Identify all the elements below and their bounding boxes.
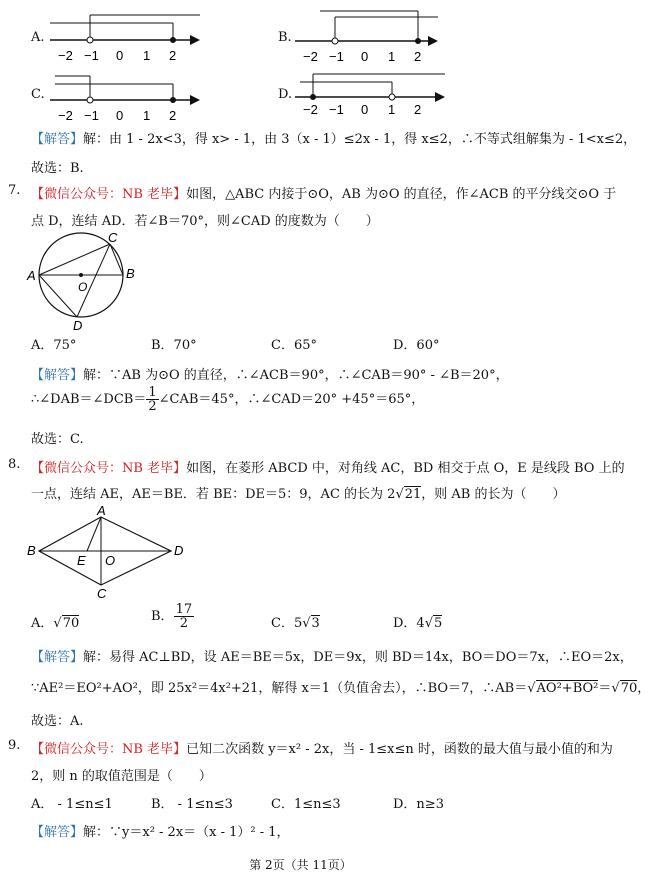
- sqrt-symbol: √: [302, 616, 311, 631]
- tick-label: −2: [58, 48, 73, 63]
- point-b-label: B: [126, 266, 135, 281]
- tick-label: 2: [414, 49, 422, 64]
- q8-option-c-prefix: C．5: [271, 616, 303, 631]
- equals-sign: ＝: [598, 681, 612, 696]
- q8-solution-line2: [31, 677, 650, 696]
- sqrt-symbol: √: [424, 616, 433, 631]
- sqrt-symbol: √: [53, 616, 62, 631]
- q9-option-c: C．1≤n≤3: [271, 797, 341, 812]
- q7-stem-line1: [31, 183, 616, 202]
- sqrt-symbol: √: [395, 487, 404, 502]
- q9-solution-line1: [31, 821, 290, 840]
- q9-tag: 【微信公众号：NB 老毕】: [31, 742, 187, 757]
- q6-option-c-label: C.: [31, 87, 45, 102]
- q8-option-d: [393, 612, 442, 631]
- point-e-label: E: [77, 553, 86, 568]
- q9-stem-line2: 2，则 n 的取值范围是（ ）: [31, 769, 212, 784]
- q8-number: 8.: [8, 457, 21, 472]
- answer-tag: 【解答】: [31, 825, 84, 840]
- q9-stem-line1: [31, 738, 613, 757]
- sqrt-symbol: √: [527, 681, 536, 696]
- q7-stem-line2: 点 D，连结 AD．若∠B＝70°，则∠CAD 的度数为（ ）: [31, 214, 379, 229]
- q6-option-b-label: B.: [278, 30, 292, 45]
- q7-option-a: A．75°: [31, 338, 77, 353]
- tick-label: 0: [361, 102, 369, 117]
- q7-number: 7.: [8, 183, 21, 198]
- q7-solution-post: ∠CAB＝45°，∴∠CAD＝20° +45°＝65°，: [158, 392, 425, 407]
- q6-number-line-a: [50, 5, 230, 65]
- tick-label: 0: [116, 108, 124, 123]
- point-a-label: A: [27, 268, 36, 283]
- fraction-numerator: 1: [148, 385, 157, 400]
- q8-option-a: [31, 612, 79, 631]
- q6-solution-text: 解：由 1 - 2x<3，得 x> - 1，由 3（x - 1）≤2x - 1，得 x≤2，∴不等式组解集为 - 1<x≤2，: [83, 132, 637, 147]
- q8-stem-line1: [31, 457, 625, 476]
- radicand: 21: [404, 487, 422, 502]
- fraction: [174, 603, 195, 630]
- q7-solution-text1: 解：∵AB 为⊙O 的直径，∴∠ACB＝90°，∴∠CAB＝90° - ∠B＝20°，: [83, 368, 509, 383]
- q8-conclusion: 故选：A.: [31, 714, 84, 729]
- q6-option-a-label: A.: [31, 30, 45, 45]
- point-o-label: O: [105, 553, 116, 568]
- q8-tag: 【微信公众号：NB 老毕】: [31, 461, 187, 476]
- tick-label: −1: [84, 48, 99, 63]
- q8-option-d-prefix: D．4: [393, 616, 425, 631]
- q7-option-c: C．65°: [271, 338, 317, 353]
- tick-label: 2: [169, 48, 177, 63]
- radicand: 70: [620, 681, 638, 696]
- page-footer: 第 2页（共 11页）: [249, 858, 352, 872]
- q7-option-d: D．60°: [393, 338, 440, 353]
- fraction-denominator: 2: [148, 399, 157, 414]
- q8-solution-post: ，: [637, 681, 650, 696]
- q9-solution-text1: 解：∵y＝x² - 2x＝（x - 1）² - 1，: [83, 825, 290, 840]
- answer-tag: 【解答】: [31, 132, 84, 147]
- q8-stem-text1: 如图，在菱形 ABCD 中，对角线 AC，BD 相交于点 O，E 是线段 BO 上的: [186, 461, 625, 476]
- q7-tag: 【微信公众号：NB 老毕】: [31, 187, 187, 202]
- point-d-label: D: [174, 543, 184, 558]
- q8-option-a-prefix: A．: [31, 616, 54, 631]
- q8-option-b: [151, 603, 194, 630]
- tick-label: 1: [388, 49, 396, 64]
- q8-rhombus-figure: [25, 505, 185, 600]
- radicand: 70: [62, 616, 80, 631]
- q7-circle-figure: [25, 230, 155, 333]
- tick-label: −1: [84, 108, 99, 123]
- q6-option-d-label: D.: [278, 87, 293, 102]
- point-o-label: O: [78, 280, 88, 294]
- q9-option-a: A． - 1≤n≤1: [31, 797, 113, 812]
- point-d-label: D: [73, 318, 83, 333]
- q6-solution: [31, 128, 636, 147]
- q9-option-d: D．n≥3: [393, 797, 444, 812]
- q7-solution-line1: [31, 364, 509, 383]
- tick-label: 0: [116, 48, 124, 63]
- half-fraction: [146, 386, 158, 413]
- tick-label: 1: [388, 102, 396, 117]
- tick-label: 2: [414, 102, 422, 117]
- point-c-label: C: [97, 586, 107, 601]
- sqrt-symbol: √: [611, 681, 620, 696]
- q9-stem-text1: 已知二次函数 y＝x² - 2x，当 - 1≤x≤n 时，函数的最大值与最小值的和为: [186, 742, 613, 757]
- answer-tag: 【解答】: [31, 650, 84, 665]
- tick-label: 0: [361, 49, 369, 64]
- tick-label: 1: [143, 108, 151, 123]
- answer-tag: 【解答】: [31, 368, 84, 383]
- q8-solution-line1: [31, 646, 633, 665]
- q7-solution-line2: [31, 386, 424, 413]
- q8-solution-text1: 解：易得 AC⊥BD，设 AE＝BE＝5x，DE＝9x，则 BD＝14x，BO＝DO＝7x，∴EO＝2x，: [83, 650, 633, 665]
- tick-label: −2: [58, 108, 73, 123]
- tick-label: −1: [329, 102, 344, 117]
- tick-label: −2: [303, 49, 318, 64]
- tick-label: −1: [329, 49, 344, 64]
- point-a-label: A: [97, 503, 106, 518]
- fraction-denominator: 2: [179, 616, 188, 631]
- tick-label: −2: [303, 102, 318, 117]
- radicand: AO²+BO²: [536, 681, 599, 696]
- q8-option-c: [271, 612, 320, 631]
- q9-number: 9.: [8, 738, 21, 753]
- tick-label: 1: [143, 48, 151, 63]
- q8-stem-line2: [31, 483, 566, 502]
- q7-option-b: B．70°: [151, 338, 197, 353]
- q7-conclusion: 故选：C.: [31, 432, 84, 447]
- q7-solution-pre: ∴∠DAB＝∠DCB＝: [31, 392, 147, 407]
- point-b-label: B: [27, 543, 36, 558]
- q8-stem-post: ，则 AB 的长为（ ）: [421, 487, 566, 502]
- fraction-numerator: 17: [175, 602, 193, 617]
- q6-number-line-b: [295, 5, 475, 65]
- radicand: 3: [311, 616, 320, 631]
- tick-label: 2: [169, 108, 177, 123]
- radicand: 5: [434, 616, 443, 631]
- q6-conclusion: 故选：B.: [31, 161, 84, 176]
- q6-number-line-d: [295, 62, 475, 122]
- point-c-label: C: [108, 230, 118, 245]
- q9-option-b: B． - 1≤n≤3: [151, 797, 233, 812]
- q8-stem-pre: 一点，连结 AE，AE＝BE．若 BE：DE＝5：9，AC 的长为 2: [31, 487, 396, 502]
- q8-option-b-prefix: B．: [151, 609, 174, 624]
- q8-solution-pre: ∵AE²＝EO²+AO²，即 25x²＝4x²+21，解得 x＝1（负值舍去），∴BO＝7，∴AB＝: [31, 681, 528, 696]
- q7-stem-text1: 如图，△ABC 内接于⊙O，AB 为⊙O 的直径，作∠ACB 的平分线交⊙O 于: [186, 187, 617, 202]
- q6-number-line-c: [50, 62, 230, 122]
- q6a-ticks: [58, 48, 176, 63]
